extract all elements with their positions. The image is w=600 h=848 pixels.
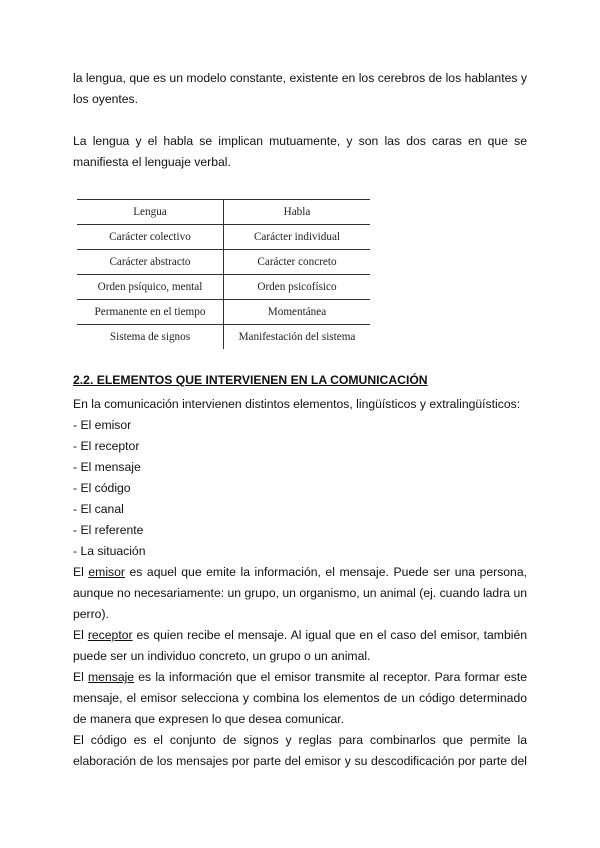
text-fragment: es la información que el emisor transmite al receptor. Para formar este xyxy=(134,670,527,684)
text-line: elaboración de los mensajes por parte del emisor y su descodificación por parte del xyxy=(73,754,527,768)
table-row xyxy=(77,275,370,300)
text-line: de manera que expresen lo que desea comunicar. xyxy=(73,712,345,726)
paragraph-lengua-definition xyxy=(73,68,527,110)
text-fragment: es quien recibe el mensaje. Al igual que en el caso del emisor, también xyxy=(132,628,527,642)
text-fragment: El xyxy=(73,670,89,684)
list-item: - El receptor xyxy=(73,439,140,453)
receptor-line xyxy=(73,625,527,646)
emisor-line xyxy=(73,562,527,583)
intro-line: En la comunicación intervienen distintos elementos, lingüísticos y extralingüísticos: xyxy=(73,397,521,411)
text-line: mensaje, el emisor selecciona y combina los elementos de un código determinado xyxy=(73,691,527,705)
text-line: puede ser un individuo concreto, un grupo o un animal. xyxy=(73,649,371,663)
table-row xyxy=(77,300,370,325)
lengua-habla-table xyxy=(77,199,370,349)
table-cell: Manifestación del sistema xyxy=(238,331,356,343)
text-line: los oyentes. xyxy=(73,92,139,106)
section-heading: 2.2. ELEMENTOS QUE INTERVIENEN EN LA COMUNICACIÓN xyxy=(73,373,428,387)
list-item: - El emisor xyxy=(73,418,132,432)
term-emisor: emisor xyxy=(88,565,125,579)
section-body xyxy=(73,394,527,772)
table-row xyxy=(77,250,370,275)
table-cell: Momentánea xyxy=(224,300,371,325)
list-item: - El canal xyxy=(73,502,124,516)
table-header-row xyxy=(77,200,370,225)
term-mensaje: mensaje xyxy=(88,670,135,684)
table-row xyxy=(77,325,370,350)
table-header-cell: Lengua xyxy=(77,200,224,225)
list-item: - El referente xyxy=(73,523,144,537)
text-fragment: es aquel que emite la información, el mensaje. Puede ser una persona, xyxy=(124,565,528,579)
term-receptor: receptor xyxy=(87,628,133,642)
table-cell: Orden psicofísico xyxy=(224,275,371,300)
text-line: perro). xyxy=(73,607,109,621)
text-fragment: El xyxy=(73,565,89,579)
text-line: manifiesta el lenguaje verbal. xyxy=(73,155,231,169)
table-header-cell: Habla xyxy=(224,200,371,225)
text-line: La lengua y el habla se implican mutuamente, y son las dos caras en que se xyxy=(73,134,527,148)
table-cell: Carácter abstracto xyxy=(77,250,224,275)
table-cell: Carácter concreto xyxy=(224,250,371,275)
text-line: la lengua, que es un modelo constante, existente en los cerebros de los hablantes y xyxy=(73,71,527,85)
mensaje-line xyxy=(73,667,527,688)
table-cell: Carácter individual xyxy=(224,225,371,250)
text-fragment: El xyxy=(73,628,88,642)
table-cell: Permanente en el tiempo xyxy=(77,300,224,325)
list-item: - El mensaje xyxy=(73,460,141,474)
table-row xyxy=(77,225,370,250)
paragraph-lengua-habla xyxy=(73,131,527,173)
list-item: - El código xyxy=(73,481,131,495)
text-line: El código es el conjunto de signos y reglas para combinarlos que permite la xyxy=(73,733,527,747)
list-item: - La situación xyxy=(73,544,146,558)
text-line: aunque no necesariamente: un grupo, un organismo, un animal (ej. cuando ladra un xyxy=(73,586,527,600)
table-cell: Orden psíquico, mental xyxy=(77,275,224,300)
table-cell: Sistema de signos xyxy=(77,325,224,350)
table-cell: Carácter colectivo xyxy=(77,225,224,250)
